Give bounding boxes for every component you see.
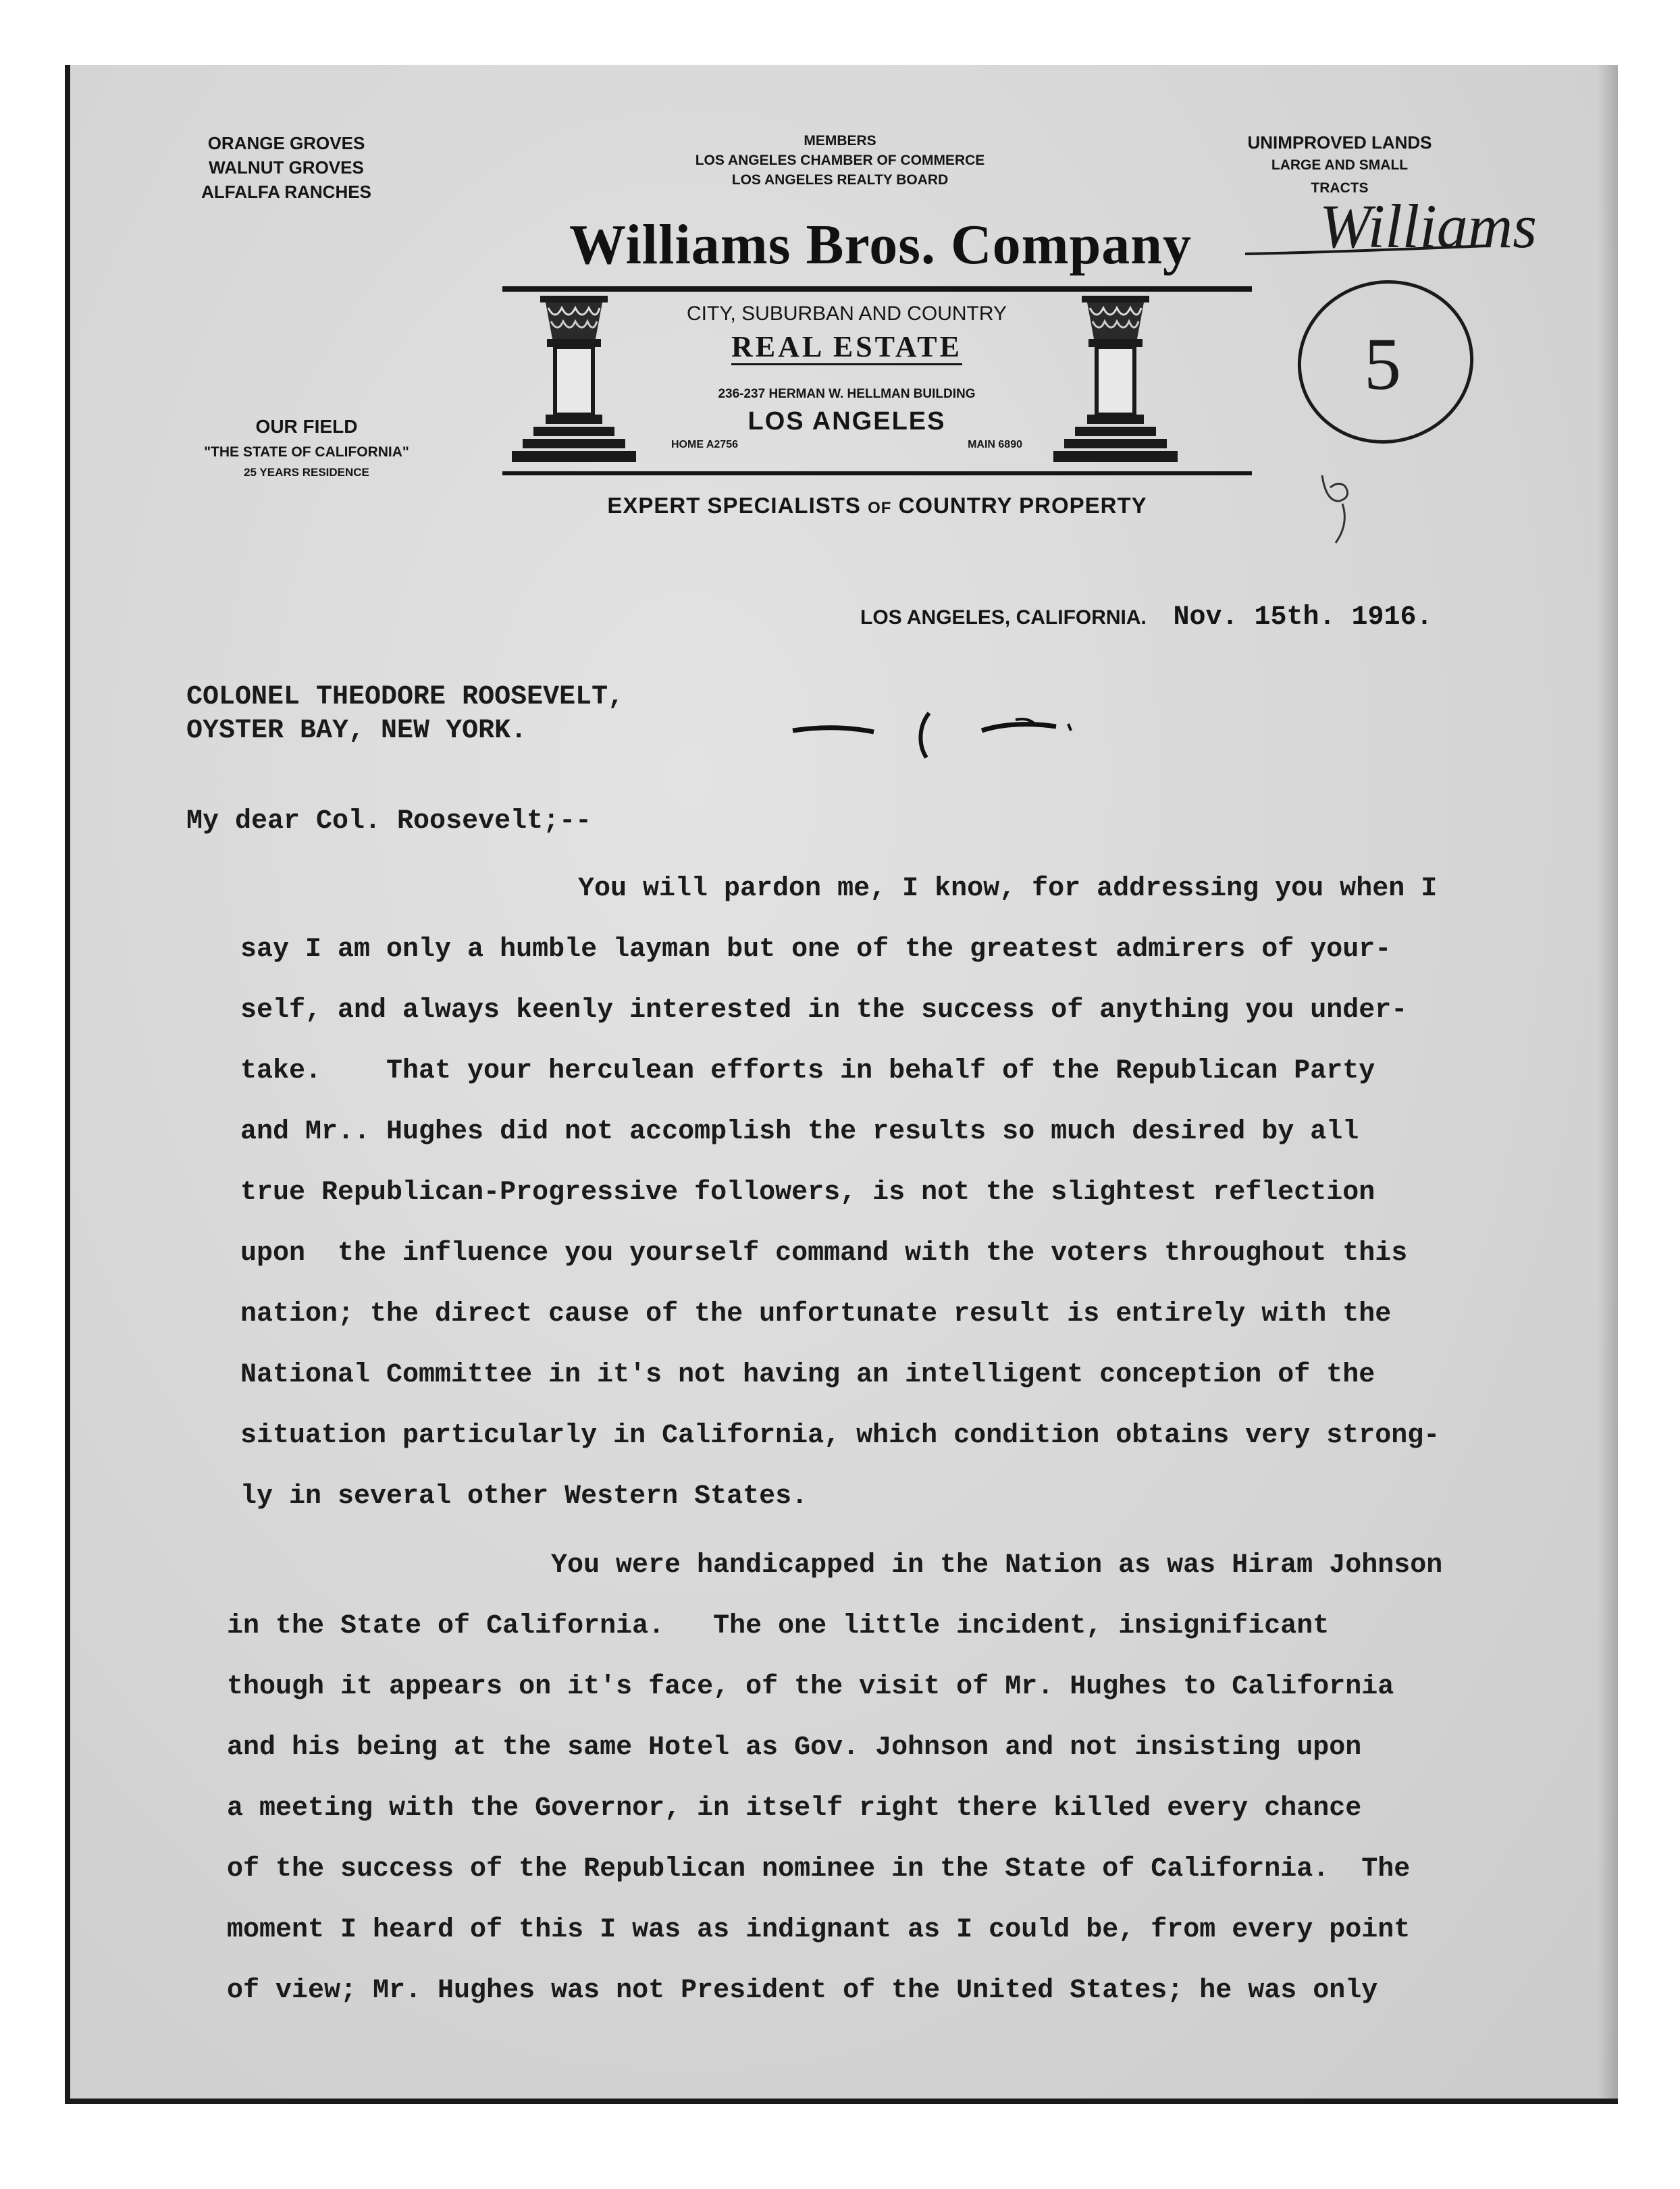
recipient-address: [186, 681, 624, 748]
recipient-line: COLONEL THEODORE ROOSEVELT,: [186, 682, 625, 712]
letterhead-rule-top: [502, 286, 1252, 292]
letter-date: Nov. 15th. 1916.: [1173, 602, 1433, 633]
body-line: and his being at the same Hotel as Gov. Johnson and not insisting upon: [227, 1733, 1362, 1763]
body-line: ly in several other Western States.: [240, 1481, 808, 1512]
body-line: of view; Mr. Hughes was not President of the United States; he was only: [227, 1976, 1378, 2006]
body-line: National Committee in it's not having an intelligent conception of the: [240, 1360, 1375, 1390]
signature-text: Williams: [1319, 192, 1538, 261]
letterhead-field: [151, 416, 462, 479]
phone-numbers: [658, 439, 1036, 451]
body-line: moment I heard of this I was as indignant as I could be, from every point: [227, 1915, 1411, 1945]
residence-line: 25 YEARS RESIDENCE: [244, 466, 369, 479]
members-line: LOS ANGELES REALTY BOARD: [731, 172, 949, 188]
letterhead-products: [145, 131, 428, 204]
circled-number: 5: [1364, 323, 1401, 405]
column-ornament-left: [506, 292, 641, 471]
column-ornament-right: [1048, 292, 1183, 471]
body-line: upon the influence you yourself command with the voters throughout this: [240, 1238, 1408, 1269]
phone-home: HOME A2756: [671, 439, 738, 450]
pencil-mark-icon: [1313, 465, 1373, 546]
body-line: a meeting with the Governor, in itself right there killed every chance: [227, 1793, 1362, 1824]
field-line: "THE STATE OF CALIFORNIA": [204, 444, 409, 460]
body-line: in the State of California. The one little incident, insignificant: [227, 1611, 1330, 1641]
field-heading: OUR FIELD: [255, 416, 358, 437]
letter-place: LOS ANGELES, CALIFORNIA.: [860, 606, 1147, 629]
tagline-part: COUNTRY PROPERTY: [898, 493, 1147, 518]
body-line: situation particularly in California, which condition obtains very strong-: [240, 1421, 1440, 1451]
letterhead-center-block: [658, 302, 1036, 451]
body-line: and Mr.. Hughes did not accomplish the results so much desired by all: [240, 1117, 1359, 1147]
office-city: LOS ANGELES: [747, 407, 946, 436]
pencil-scribble-icon: [786, 693, 1083, 760]
lands-line: LARGE AND SMALL: [1271, 157, 1409, 173]
recipient-line: OYSTER BAY, NEW YORK.: [186, 716, 527, 746]
members-line: LOS ANGELES CHAMBER OF COMMERCE: [695, 153, 985, 168]
body-line: You were handicapped in the Nation as was Hiram Johnson: [551, 1550, 1443, 1581]
body-line: though it appears on it's face, of the visit of Mr. Hughes to California: [227, 1672, 1394, 1702]
letterhead-rule-bottom: [502, 471, 1252, 475]
letterhead-tagline: [502, 493, 1252, 519]
company-name: Williams Bros. Company: [569, 213, 1192, 276]
body-line: say I am only a humble layman but one of the greatest admirers of your-: [240, 934, 1392, 965]
letterhead-product-line: ORANGE GROVES: [207, 133, 365, 153]
body-line: take. That your herculean efforts in behalf of the Republican Party: [240, 1056, 1375, 1086]
letterhead-members: [597, 131, 1083, 190]
lands-line: TRACTS: [1311, 180, 1369, 196]
place-date-line: [860, 602, 1433, 633]
salutation: My dear Col. Roosevelt;--: [186, 806, 592, 837]
body-line: self, and always keenly interested in the success of anything you under-: [240, 995, 1408, 1026]
tagline-part: EXPERT SPECIALISTS: [607, 493, 861, 518]
lands-heading: UNIMPROVED LANDS: [1247, 132, 1432, 153]
body-line: of the success of the Republican nominee in the State of California. The: [227, 1854, 1411, 1884]
body-line: true Republican-Progressive followers, is not the slightest reflection: [240, 1178, 1375, 1208]
body-line: You will pardon me, I know, for addressing you when I: [578, 874, 1438, 904]
body-line: nation; the direct cause of the unfortunate result is entirely with the: [240, 1299, 1392, 1329]
handwritten-signature: [1245, 173, 1618, 456]
letterhead-product-line: WALNUT GROVES: [209, 157, 364, 178]
members-heading: MEMBERS: [804, 133, 876, 149]
tagline-of: OF: [868, 499, 892, 517]
real-estate-heading: REAL ESTATE: [731, 330, 962, 363]
letter-page: [65, 65, 1618, 2104]
real-estate-category: CITY, SUBURBAN AND COUNTRY: [687, 302, 1007, 325]
phone-main: MAIN 6890: [968, 439, 1022, 450]
letterhead-product-line: ALFALFA RANCHES: [201, 182, 371, 202]
office-address: 236-237 HERMAN W. HELLMAN BUILDING: [718, 387, 976, 401]
